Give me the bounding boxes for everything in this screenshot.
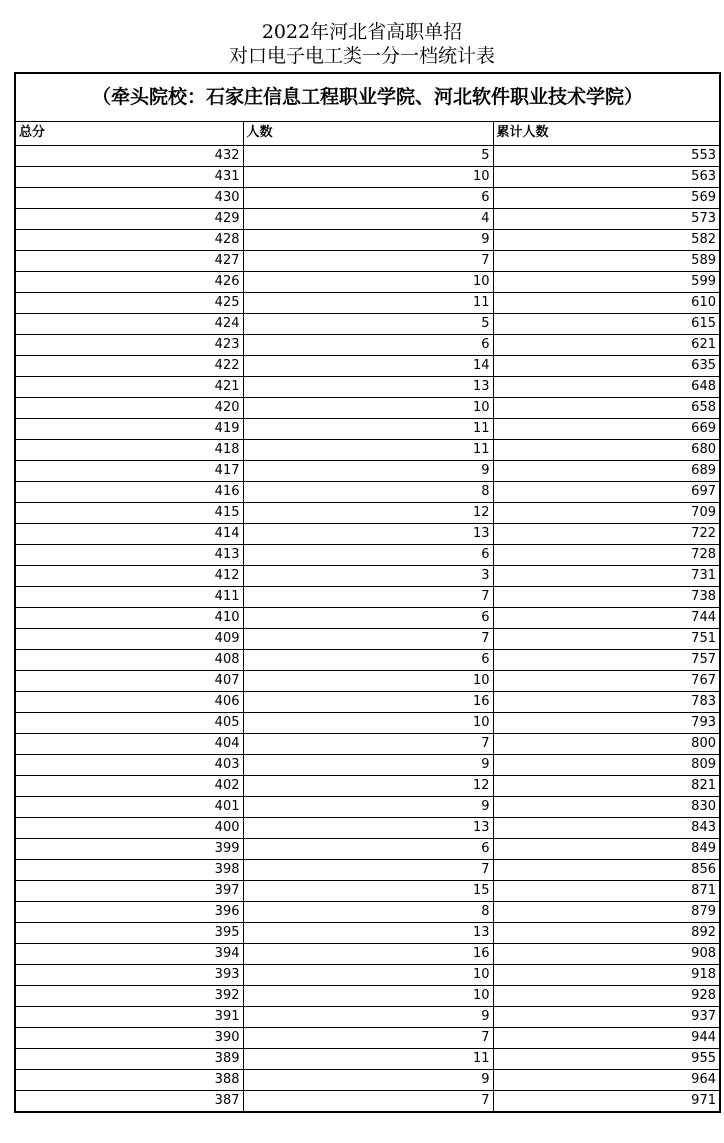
table-row: [16, 502, 719, 523]
table-row: [16, 1090, 719, 1111]
table-row: [16, 817, 719, 838]
cell-count: 13: [243, 922, 493, 943]
table-row: [16, 187, 719, 208]
score-table-container: [14, 72, 721, 1113]
cell-cumulative: 563: [493, 166, 719, 187]
cell-total-score: 403: [16, 754, 243, 775]
cell-cumulative: 871: [493, 880, 719, 901]
cell-total-score: 421: [16, 376, 243, 397]
cell-total-score: 409: [16, 628, 243, 649]
cell-count: 11: [243, 292, 493, 313]
cell-total-score: 413: [16, 544, 243, 565]
cell-total-score: 412: [16, 565, 243, 586]
table-row: [16, 922, 719, 943]
cell-count: 13: [243, 817, 493, 838]
cell-total-score: 420: [16, 397, 243, 418]
cell-total-score: 391: [16, 1006, 243, 1027]
cell-total-score: 417: [16, 460, 243, 481]
table-row: [16, 607, 719, 628]
cell-cumulative: 728: [493, 544, 719, 565]
cell-cumulative: 783: [493, 691, 719, 712]
cell-count: 10: [243, 964, 493, 985]
cell-cumulative: 738: [493, 586, 719, 607]
cell-cumulative: 856: [493, 859, 719, 880]
cell-count: 13: [243, 523, 493, 544]
cell-cumulative: 582: [493, 229, 719, 250]
cell-total-score: 415: [16, 502, 243, 523]
cell-count: 10: [243, 397, 493, 418]
table-body: [16, 145, 719, 1111]
table-row: [16, 796, 719, 817]
table-row: [16, 859, 719, 880]
cell-cumulative: 830: [493, 796, 719, 817]
table-row: [16, 1006, 719, 1027]
cell-cumulative: 599: [493, 271, 719, 292]
cell-cumulative: 635: [493, 355, 719, 376]
cell-count: 10: [243, 166, 493, 187]
cell-cumulative: 757: [493, 649, 719, 670]
table-row: [16, 313, 719, 334]
cell-count: 6: [243, 187, 493, 208]
table-row: [16, 985, 719, 1006]
cell-total-score: 423: [16, 334, 243, 355]
table-row: [16, 145, 719, 166]
table-row: [16, 544, 719, 565]
table-row: [16, 649, 719, 670]
cell-cumulative: 697: [493, 481, 719, 502]
cell-total-score: 405: [16, 712, 243, 733]
cell-cumulative: 731: [493, 565, 719, 586]
cell-cumulative: 821: [493, 775, 719, 796]
cell-count: 15: [243, 880, 493, 901]
cell-count: 11: [243, 439, 493, 460]
table-row: [16, 271, 719, 292]
cell-cumulative: 800: [493, 733, 719, 754]
cell-cumulative: 589: [493, 250, 719, 271]
table-row: [16, 397, 719, 418]
cell-total-score: 418: [16, 439, 243, 460]
cell-count: 16: [243, 943, 493, 964]
table-row: [16, 460, 719, 481]
table-row: [16, 691, 719, 712]
cell-count: 7: [243, 1027, 493, 1048]
cell-cumulative: 928: [493, 985, 719, 1006]
cell-count: 8: [243, 901, 493, 922]
cell-total-score: 411: [16, 586, 243, 607]
table-row: [16, 292, 719, 313]
cell-count: 7: [243, 859, 493, 880]
cell-total-score: 428: [16, 229, 243, 250]
score-distribution-table: [16, 122, 719, 1112]
cell-total-score: 400: [16, 817, 243, 838]
cell-cumulative: 892: [493, 922, 719, 943]
cell-total-score: 399: [16, 838, 243, 859]
table-row: [16, 565, 719, 586]
lead-institutions-banner: （牵头院校：石家庄信息工程职业学院、河北软件职业技术学院）: [16, 74, 719, 122]
cell-count: 7: [243, 733, 493, 754]
cell-total-score: 389: [16, 1048, 243, 1069]
cell-cumulative: 569: [493, 187, 719, 208]
table-row: [16, 166, 719, 187]
cell-cumulative: 648: [493, 376, 719, 397]
column-header-total-score: 总分: [16, 122, 243, 145]
cell-count: 12: [243, 775, 493, 796]
page-subtitle: 对口电子电工类一分一档统计表: [228, 45, 495, 67]
column-header-cumulative: 累计人数: [493, 122, 719, 145]
cell-count: 10: [243, 271, 493, 292]
cell-cumulative: 669: [493, 418, 719, 439]
cell-cumulative: 689: [493, 460, 719, 481]
cell-total-score: 424: [16, 313, 243, 334]
cell-count: 5: [243, 313, 493, 334]
table-row: [16, 250, 719, 271]
cell-count: 9: [243, 229, 493, 250]
cell-count: 9: [243, 1006, 493, 1027]
cell-total-score: 408: [16, 649, 243, 670]
cell-total-score: 406: [16, 691, 243, 712]
cell-cumulative: 879: [493, 901, 719, 922]
cell-count: 10: [243, 712, 493, 733]
table-row: [16, 1048, 719, 1069]
cell-count: 6: [243, 334, 493, 355]
cell-cumulative: 955: [493, 1048, 719, 1069]
cell-total-score: 402: [16, 775, 243, 796]
table-row: [16, 838, 719, 859]
cell-total-score: 431: [16, 166, 243, 187]
cell-count: 11: [243, 418, 493, 439]
table-row: [16, 628, 719, 649]
cell-count: 9: [243, 796, 493, 817]
cell-total-score: 414: [16, 523, 243, 544]
cell-cumulative: 658: [493, 397, 719, 418]
cell-total-score: 390: [16, 1027, 243, 1048]
cell-cumulative: 767: [493, 670, 719, 691]
cell-total-score: 432: [16, 145, 243, 166]
column-header-count: 人数: [243, 122, 493, 145]
table-row: [16, 376, 719, 397]
table-header-row: [16, 122, 719, 145]
table-row: [16, 712, 719, 733]
cell-total-score: 410: [16, 607, 243, 628]
cell-cumulative: 709: [493, 502, 719, 523]
cell-total-score: 429: [16, 208, 243, 229]
cell-total-score: 401: [16, 796, 243, 817]
table-row: [16, 229, 719, 250]
cell-total-score: 388: [16, 1069, 243, 1090]
cell-total-score: 396: [16, 901, 243, 922]
cell-total-score: 387: [16, 1090, 243, 1111]
cell-cumulative: 971: [493, 1090, 719, 1111]
table-row: [16, 586, 719, 607]
cell-total-score: 427: [16, 250, 243, 271]
cell-cumulative: 809: [493, 754, 719, 775]
cell-count: 12: [243, 502, 493, 523]
table-row: [16, 523, 719, 544]
table-row: [16, 880, 719, 901]
cell-cumulative: 849: [493, 838, 719, 859]
table-row: [16, 334, 719, 355]
cell-count: 6: [243, 838, 493, 859]
cell-count: 11: [243, 1048, 493, 1069]
cell-count: 7: [243, 628, 493, 649]
cell-total-score: 407: [16, 670, 243, 691]
table-row: [16, 901, 719, 922]
cell-count: 9: [243, 754, 493, 775]
cell-count: 6: [243, 607, 493, 628]
cell-count: 3: [243, 565, 493, 586]
table-row: [16, 775, 719, 796]
table-row: [16, 964, 719, 985]
cell-count: 6: [243, 544, 493, 565]
cell-total-score: 419: [16, 418, 243, 439]
table-row: [16, 481, 719, 502]
cell-cumulative: 744: [493, 607, 719, 628]
table-row: [16, 943, 719, 964]
cell-total-score: 416: [16, 481, 243, 502]
cell-count: 7: [243, 250, 493, 271]
cell-cumulative: 944: [493, 1027, 719, 1048]
cell-cumulative: 908: [493, 943, 719, 964]
cell-cumulative: 843: [493, 817, 719, 838]
page-title: 2022年河北省高职单招: [261, 21, 463, 43]
cell-count: 5: [243, 145, 493, 166]
cell-cumulative: 615: [493, 313, 719, 334]
cell-cumulative: 964: [493, 1069, 719, 1090]
cell-cumulative: 621: [493, 334, 719, 355]
cell-count: 8: [243, 481, 493, 502]
cell-count: 10: [243, 985, 493, 1006]
cell-cumulative: 918: [493, 964, 719, 985]
table-row: [16, 670, 719, 691]
cell-total-score: 392: [16, 985, 243, 1006]
table-row: [16, 418, 719, 439]
cell-total-score: 430: [16, 187, 243, 208]
cell-total-score: 395: [16, 922, 243, 943]
table-row: [16, 355, 719, 376]
cell-total-score: 425: [16, 292, 243, 313]
table-row: [16, 1027, 719, 1048]
table-row: [16, 1069, 719, 1090]
table-row: [16, 733, 719, 754]
cell-count: 16: [243, 691, 493, 712]
cell-total-score: 397: [16, 880, 243, 901]
cell-count: 4: [243, 208, 493, 229]
cell-total-score: 398: [16, 859, 243, 880]
cell-total-score: 393: [16, 964, 243, 985]
cell-cumulative: 553: [493, 145, 719, 166]
cell-count: 9: [243, 1069, 493, 1090]
cell-cumulative: 722: [493, 523, 719, 544]
cell-total-score: 426: [16, 271, 243, 292]
cell-cumulative: 573: [493, 208, 719, 229]
table-row: [16, 208, 719, 229]
cell-cumulative: 680: [493, 439, 719, 460]
cell-count: 14: [243, 355, 493, 376]
cell-count: 10: [243, 670, 493, 691]
cell-count: 9: [243, 460, 493, 481]
cell-count: 6: [243, 649, 493, 670]
table-row: [16, 439, 719, 460]
cell-count: 7: [243, 586, 493, 607]
cell-cumulative: 937: [493, 1006, 719, 1027]
cell-total-score: 422: [16, 355, 243, 376]
cell-total-score: 404: [16, 733, 243, 754]
cell-cumulative: 751: [493, 628, 719, 649]
cell-count: 13: [243, 376, 493, 397]
cell-count: 7: [243, 1090, 493, 1111]
cell-total-score: 394: [16, 943, 243, 964]
cell-cumulative: 610: [493, 292, 719, 313]
table-row: [16, 754, 719, 775]
cell-cumulative: 793: [493, 712, 719, 733]
